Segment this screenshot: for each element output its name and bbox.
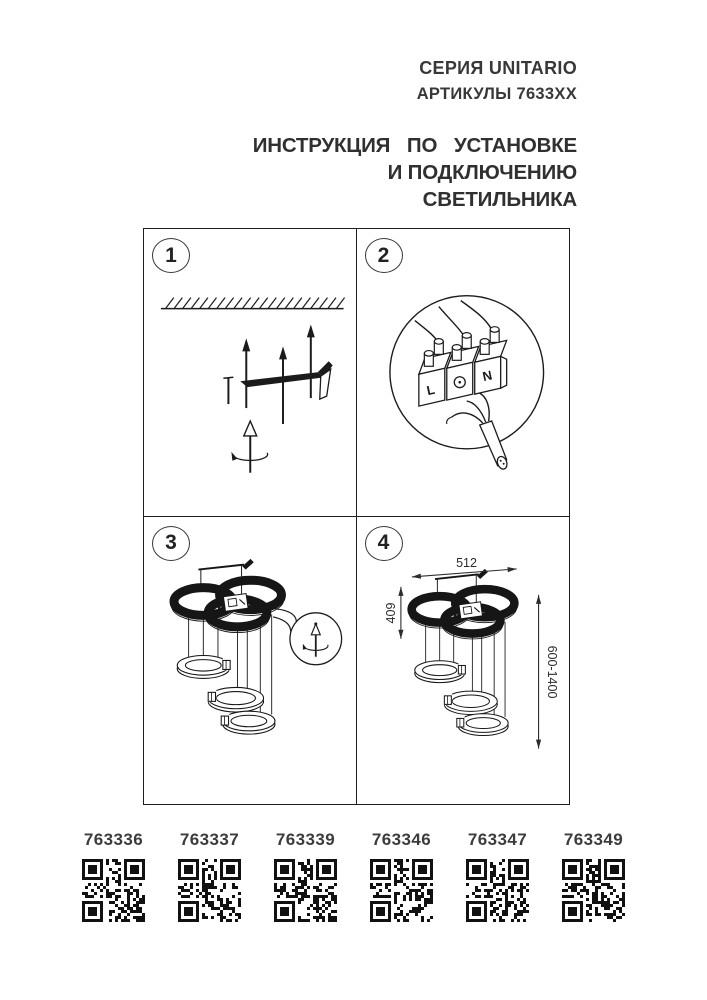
detail-callout (273, 608, 342, 664)
ceiling-hatch (166, 298, 345, 308)
qr-code (82, 859, 145, 922)
article-codes-row (0, 830, 707, 922)
article-code: 763349 (563, 830, 624, 849)
step-number-badge: 4 (365, 526, 403, 561)
dimension-canopy-label: 409 (383, 602, 398, 623)
step-number-badge: 2 (365, 238, 403, 273)
qr-code (466, 859, 529, 922)
qr-code (274, 859, 337, 922)
step-panel-3 (144, 517, 357, 805)
dimension-width-label: 512 (456, 555, 477, 570)
article-item (466, 830, 529, 922)
article-code: 763337 (179, 830, 240, 849)
articles-subtitle: АРТИКУЛЫ 7633XX (416, 85, 577, 103)
article-code: 763339 (275, 830, 336, 849)
article-item (562, 830, 625, 922)
article-item (370, 830, 433, 922)
article-item (274, 830, 337, 922)
step-number-badge: 3 (152, 526, 190, 561)
article-item (82, 830, 145, 922)
chandelier-drawing (172, 558, 284, 733)
qr-code (370, 859, 433, 922)
title-line-1: ИНСТРУКЦИЯ ПО УСТАНОВКЕ (252, 134, 577, 157)
dimension-suspension-arrow (535, 594, 540, 748)
instruction-title (247, 132, 577, 213)
article-code: 763347 (467, 830, 528, 849)
qr-code (178, 859, 241, 922)
article-item (178, 830, 241, 922)
title-line-2: И ПОДКЛЮЧЕНИЮ СВЕТИЛЬНИКА (387, 161, 577, 211)
rotation-arrow-icon (231, 421, 267, 473)
step-panel-2 (357, 229, 570, 517)
terminal-label-live: L (424, 381, 436, 399)
instruction-grid (143, 228, 570, 805)
step-number-badge: 1 (152, 238, 190, 273)
article-code: 763346 (371, 830, 432, 849)
step-panel-4 (357, 517, 570, 805)
dimension-canopy-arrow (398, 586, 403, 638)
chandelier-drawing (409, 568, 516, 735)
mounting-bracket-drawing (223, 325, 332, 424)
terminal-label-neutral: N (480, 367, 493, 385)
dimension-suspension-label: 600-1400 (544, 645, 559, 698)
series-title: СЕРИЯ UNITARIO (419, 58, 577, 78)
qr-code (562, 859, 625, 922)
step-panel-1 (144, 229, 357, 517)
article-code: 763336 (83, 830, 144, 849)
